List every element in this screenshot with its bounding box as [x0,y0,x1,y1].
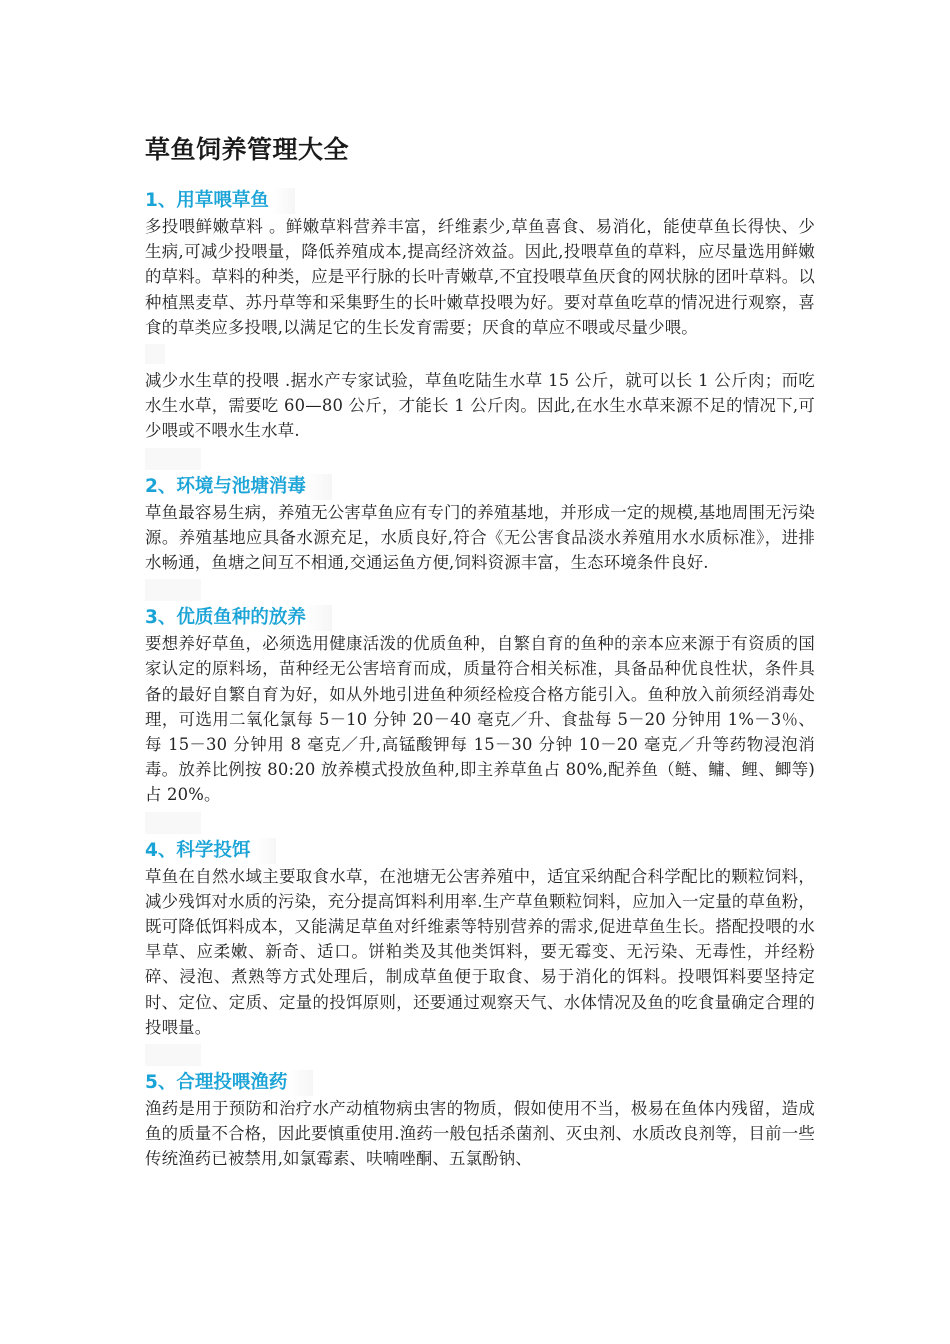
section-1 [145,188,815,470]
section-heading: 3、优质鱼种的放养 [145,605,332,631]
blank-line [145,812,201,834]
section-heading: 2、环境与池塘消毒 [145,474,332,500]
section-heading: 1、用草喂草鱼 [145,188,295,214]
blank-line [145,344,165,364]
section-heading: 4、科学投饵 [145,838,276,864]
blank-line [145,579,201,601]
blank-line [145,448,201,470]
paragraph: 渔药是用于预防和治疗水产动植物病虫害的物质，假如使用不当，极易在鱼体内残留，造成鱼的质量不合格，因此要慎重使用.渔药一般包括杀菌剂、灭虫剂、水质改良剂等，目前一些传统渔药已被禁用,如氯霉素、呋喃唑酮、五氯酚钠、 [145,1099,815,1169]
section-5 [145,1070,815,1172]
section-heading: 5、合理投喂渔药 [145,1070,313,1096]
section-3 [145,605,815,833]
document-title: 草鱼饲养管理大全 [145,135,350,164]
paragraph: 减少水生草的投喂 .据水产专家试验，草鱼吃陆生水草 15 公斤，就可以长 1 公斤肉；而吃水生水草，需要吃 60—80 公斤，才能长 1 公斤肉。因此,在水生水草来源不足的情况下,可少喂或不喂水生水草. [145,371,815,441]
paragraph: 要想养好草鱼，必须选用健康活泼的优质鱼种，自繁自育的鱼种的亲本应来源于有资质的国家认定的原料场，苗种经无公害培育而成，质量符合相关标准，具备品种优良性状，条件具备的最好自繁自育为好，如从外地引进鱼种须经检疫合格方能引入。鱼种放入前须经消毒处理，可选用二氧化氯每 5－10 分钟 20－40 毫克／升、食盐每 5－20 分钟用 1%－3％、每 15－30 分钟用 8 毫克／升,高锰酸钾每 15－30 分钟 10－20 毫克／升等药物浸泡消毒。放养比例按 80:20 放养模式投放鱼种,即主养草鱼占 80%,配养鱼（鲢、鳙、鲤、鲫等)占 20%。 [145,634,815,805]
blank-line [145,1044,201,1066]
paragraph: 多投喂鲜嫩草料 。鲜嫩草料营养丰富，纤维素少,草鱼喜食、易消化，能使草鱼长得快、少生病,可减少投喂量，降低养殖成本,提高经济效益。因此,投喂草鱼的草料，应尽量选用鲜嫩的草料。草料的种类，应是平行脉的长叶青嫩草,不宜投喂草鱼厌食的网状脉的团叶草料。以种植黑麦草、苏丹草等和采集野生的长叶嫩草投喂为好。要对草鱼吃草的情况进行观察，喜食的草类应多投喂,以满足它的生长发育需要；厌食的草应不喂或尽量少喂。 [145,217,815,337]
section-4 [145,838,815,1066]
section-2 [145,474,815,602]
paragraph: 草鱼最容易生病，养殖无公害草鱼应有专门的养殖基地，并形成一定的规模,基地周围无污染源。养殖基地应具备水源充足，水质良好,符合《无公害食品淡水养殖用水水质标准》，进排水畅通，鱼塘之间互不相通,交通运鱼方便,饲料资源丰富，生态环境条件良好. [145,502,815,573]
paragraph: 草鱼在自然水域主要取食水草，在池塘无公害养殖中，适宜采纳配合科学配比的颗粒饲料，减少残饵对水质的污染，充分提高饵料利用率.生产草鱼颗粒饲料，应加入一定量的草鱼粉，既可降低饵料成本，又能满足草鱼对纤维素等特别营养的需求,促进草鱼生长。搭配投喂的水旱草、应柔嫩、新奇、适口。饼粕类及其他类饵料，要无霉变、无污染、无毒性，并经粉碎、浸泡、煮熟等方式处理后，制成草鱼便于取食、易于消化的饵料。投喂饵料要坚持定时、定位、定质、定量的投饵原则，还要通过观察天气、水体情况及鱼的吃食量确定合理的投喂量。 [145,866,815,1037]
document-page [145,130,815,1172]
